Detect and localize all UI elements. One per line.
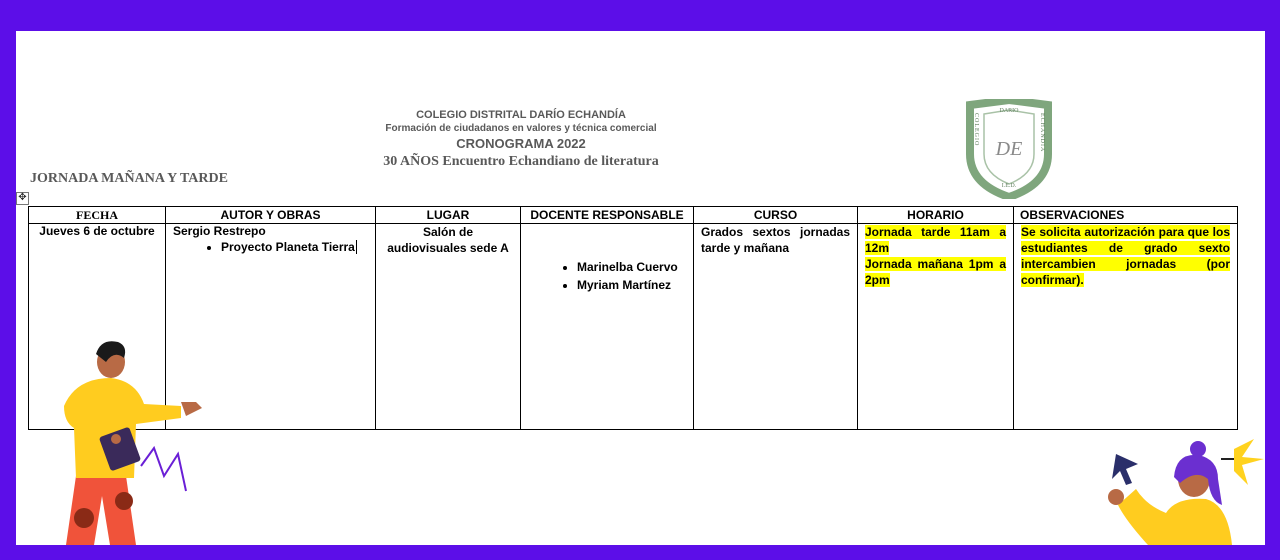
curso-text: Grados sextos jornadas tarde y mañana [701, 225, 850, 255]
header-autor-obras: AUTOR Y OBRAS [166, 207, 376, 224]
header-curso: CURSO [694, 207, 858, 224]
teachers-list [528, 258, 686, 294]
table-header-row [29, 207, 1238, 224]
document-title: CRONOGRAMA 2022 [456, 136, 586, 151]
logo-top-text: DARIO [999, 108, 1019, 114]
cell-horario[interactable] [858, 224, 1014, 430]
header-fecha: FECHA [29, 207, 166, 224]
person-illustration-left [36, 336, 216, 545]
header-lugar: LUGAR [376, 207, 521, 224]
list-item: • Myriam Martínez [577, 276, 686, 294]
list-item: • Marinelba Cuervo [577, 258, 686, 276]
author-name: Sergio Restrepo [173, 224, 266, 238]
header-horario: HORARIO [858, 207, 1014, 224]
cell-lugar[interactable] [376, 224, 521, 430]
school-name: COLEGIO DISTRITAL DARÍO ECHANDÍA [416, 109, 626, 121]
logo-left-text: COLEGIO [973, 113, 979, 147]
list-item [221, 240, 368, 254]
school-crest-logo [966, 99, 1052, 199]
logo-monogram: DE [995, 138, 1023, 160]
work-title: Proyecto Planeta Tierra [221, 240, 355, 254]
person-illustration-right [1076, 409, 1265, 545]
horario-manana: Jornada mañana 1pm a 2pm [865, 257, 1006, 287]
event-title: 30 AÑOS Encuentro Echandiano de literatura [383, 154, 659, 169]
document-page [16, 31, 1265, 545]
cell-curso[interactable] [694, 224, 858, 430]
cell-observaciones[interactable] [1014, 224, 1238, 430]
logo-bottom-text: I.E.D. [1001, 183, 1017, 189]
header-docente: DOCENTE RESPONSABLE [521, 207, 694, 224]
works-list [173, 240, 368, 254]
cell-docente[interactable] [521, 224, 694, 430]
lugar-text: Salón de audiovisuales sede A [387, 225, 509, 255]
session-heading: JORNADA MAÑANA Y TARDE [30, 171, 228, 186]
school-motto: Formación de ciudadanos en valores y técnica comercial [385, 123, 657, 134]
table-move-handle-icon[interactable]: ✥ [16, 192, 29, 205]
fecha-text: Jueves 6 de octubre [39, 224, 155, 238]
observaciones-text: Se solicita autorización para que los estudiantes de grado sexto intercambien jornadas (por confirmar). [1021, 225, 1230, 287]
horario-tarde: Jornada tarde 11am a 12m [865, 225, 1006, 255]
header-observaciones: OBSERVACIONES [1014, 207, 1238, 224]
logo-right-text: ECHANDIA [1039, 113, 1045, 153]
